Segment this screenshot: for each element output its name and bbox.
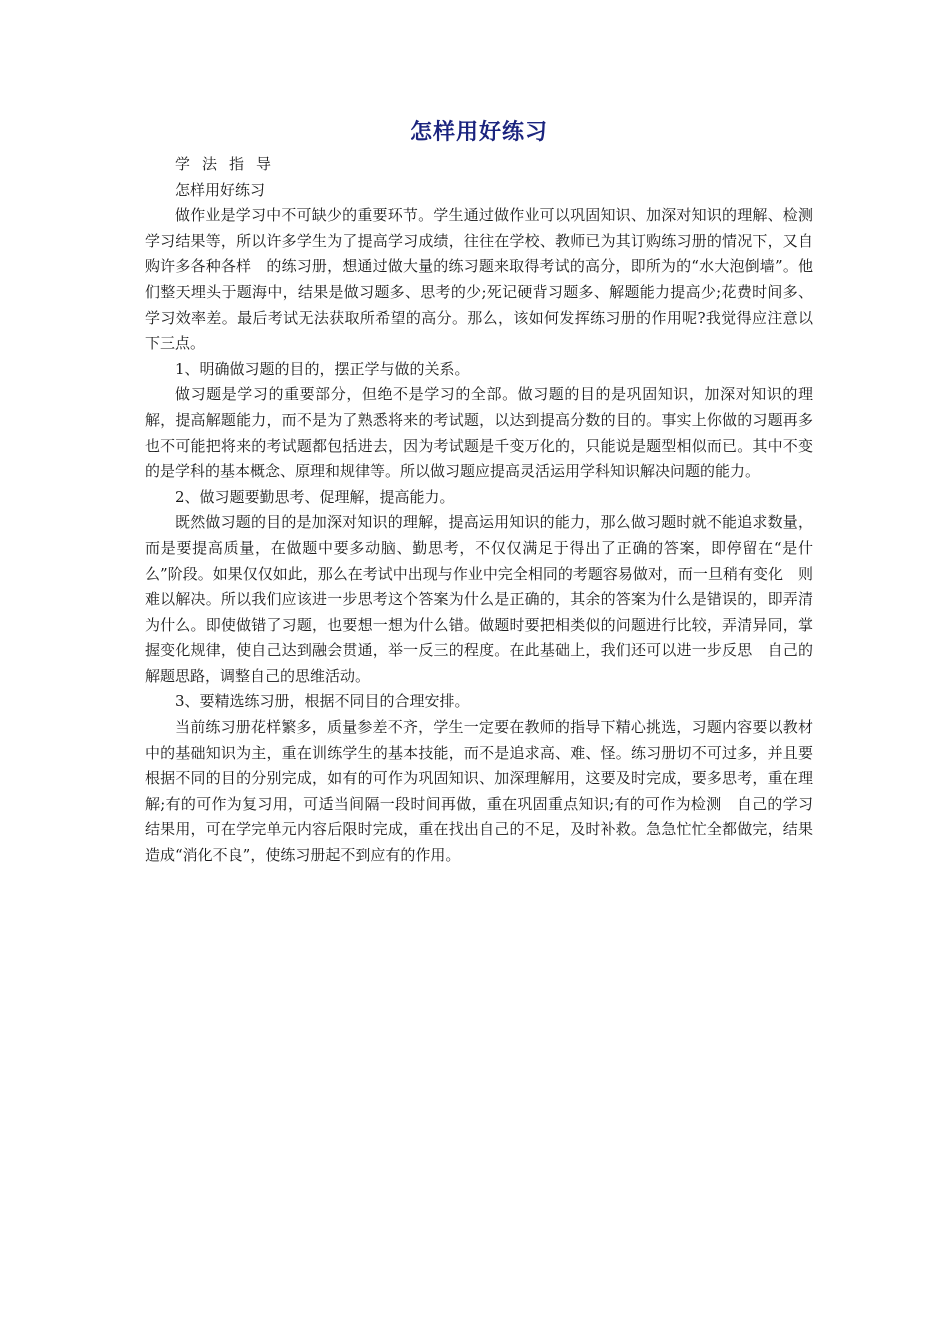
point-heading-2: 2、做习题要勤思考、促理解，提高能力。 <box>175 487 455 506</box>
document-title: 怎样用好练习 <box>409 120 548 145</box>
document-page <box>145 118 813 869</box>
paragraph-point-1: 做习题是学习的重要部分，但绝不是学习的全部。做习题的目的是巩固知识，加深对知识的理解，提高解题能力，而不是为了熟悉将来的考试题，以达到提高分数的目的。事实上你做的习题再多也不可能把将来的考试题都包括进去，因为考试题是千变万化的，只能说是题型相似而已。其中不变的是学科的基本概念、原理和规律等。所以做习题应提高灵活运用学科知识解决问题的能力。 <box>145 385 813 481</box>
section-label: 学法指导 <box>175 155 284 173</box>
paragraph-point-3: 当前练习册花样繁多，质量参差不齐，学生一定要在教师的指导下精心挑选，习题内容要以教材中的基础知识为主，重在训练学生的基本技能，而不是追求高、难、怪。练习册切不可过多，并且要根据不同的目的分别完成，如有的可作为巩固知识、加深理解用，这要及时完成，要多思考，重在理解;有的可作为复习用，可适当间隔一段时间再做，重在巩固重点知识;有的可作为检测 自己的学习结果用，可在学完单元内容后限时完成，重在找出自己的不足，及时补救。急急忙忙全都做完，结果造成“消化不良”，使练习册起不到应有的作用。 <box>145 718 813 865</box>
point-heading-1: 1、明确做习题的目的，摆正学与做的关系。 <box>175 359 470 378</box>
point-heading-3: 3、要精选练习册，根据不同目的合理安排。 <box>175 692 470 711</box>
paragraph-intro: 做作业是学习中不可缺少的重要环节。学生通过做作业可以巩固知识、加深对知识的理解、检测学习结果等，所以许多学生为了提高学习成绩，往往在学校、教师已为其订购练习册的情况下，又自购许多各种各样 的练习册，想通过做大量的练习题来取得考试的高分，即所为的“水大泡倒墙”。他们整天埋头于题海中，结果是做习题多、思考的少;死记硬背习题多、解题能力提高少;花费时间多、学习效率差。最后考试无法获取所希望的高分。那么，该如何发挥练习册的作用呢?我觉得应注意以下三点。 <box>145 206 813 353</box>
paragraph-point-2: 既然做习题的目的是加深对知识的理解，提高运用知识的能力，那么做习题时就不能追求数量，而是要提高质量，在做题中要多动脑、勤思考，不仅仅满足于得出了正确的答案，即停留在“是什么”阶段。如果仅仅如此，那么在考试中出现与作业中完全相同的考题容易做对，而一旦稍有变化 则难以解决。所以我们应该进一步思考这个答案为什么是正确的，其余的答案为什么是错误的，即弄清为什么。即使做错了习题，也要想一想为什么错。做题时要把相类似的问题进行比较，弄清异同，掌握变化规律，使自己达到融会贯通，举一反三的程度。在此基础上，我们还可以进一步反思 自己的解题思路，调整自己的思维活动。 <box>145 513 813 685</box>
subheading: 怎样用好练习 <box>175 180 266 199</box>
